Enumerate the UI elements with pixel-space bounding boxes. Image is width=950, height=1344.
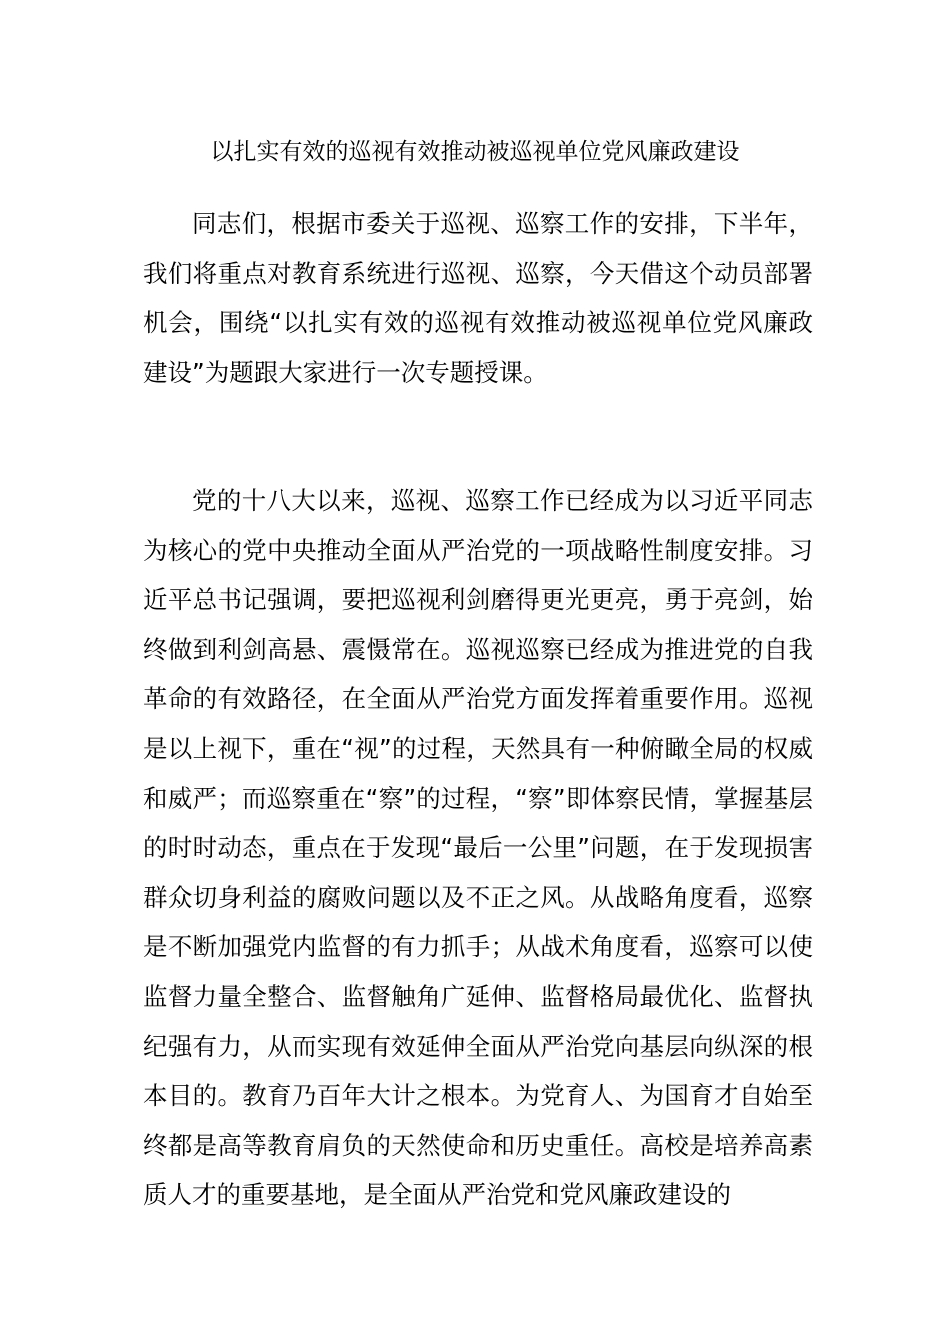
paragraph-intro: 同志们，根据市委关于巡视、巡察工作的安排，下半年，我们将重点对教育系统进行巡视、巡察，今天借这个动员部署机会，围绕“以扎实有效的巡视有效推动被巡视单位党风廉政建设”为题跟大家进行一次专题授课。 (143, 209, 813, 387)
document-title: 以扎实有效的巡视有效推动被巡视单位党风廉政建设 (210, 139, 740, 165)
paragraph-body: 党的十八大以来，巡视、巡察工作已经成为以习近平同志为核心的党中央推动全面从严治党的一项战略性制度安排。习近平总书记强调，要把巡视利剑磨得更光更亮，勇于亮剑，始终做到利剑高悬、震慑常在。巡视巡察已经成为推进党的自我革命的有效路径，在全面从严治党方面发挥着重要作用。巡视是以上视下，重在“视”的过程，天然具有一种俯瞰全局的权威和威严；而巡察重在“察”的过程，“察”即体察民情，掌握基层的时时动态，重点在于发现“最后一公里”问题，在于发现损害群众切身利益的腐败问题以及不正之风。从战略角度看，巡察是不断加强党内监督的有力抓手；从战术角度看，巡察可以使监督力量全整合、监督触角广延伸、监督格局最优化、监督执纪强有力，从而实现有效延伸全面从严治党向基层向纵深的根本目的。教育乃百年大计之根本。为党育人、为国育才自始至终都是高等教育肩负的天然使命和历史重任。高校是培养高素质人才的重要基地，是全面从严治党和党风廉政建设的 (143, 486, 813, 1210)
